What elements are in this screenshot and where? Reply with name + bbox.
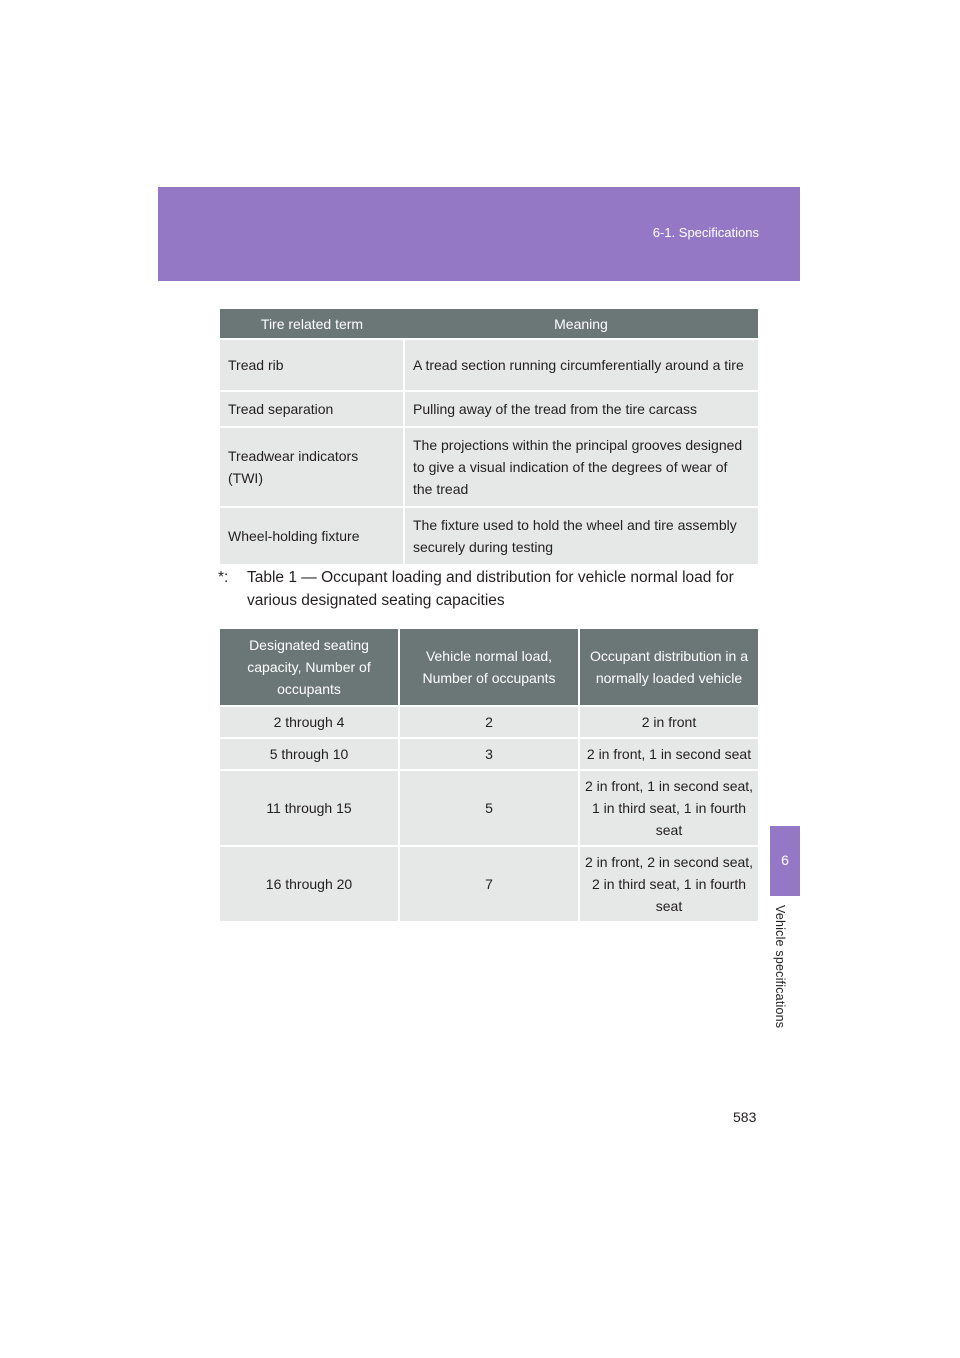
meaning-cell: Pulling away of the tread from the tire carcass (404, 391, 758, 427)
chapter-number: 6 (781, 852, 789, 868)
table-footnote (218, 566, 763, 612)
distribution-cell: 2 in front, 1 in second seat (579, 738, 758, 770)
chapter-label: Vehicle specifications (773, 905, 787, 1029)
header-band (158, 187, 800, 281)
column-header-normal-load: Vehicle normal load, Number of occupants (399, 629, 579, 706)
term-cell: Tread rib (220, 339, 404, 391)
table-header-row (220, 309, 758, 339)
capacity-cell: 5 through 10 (220, 738, 399, 770)
distribution-cell: 2 in front, 2 in second seat, 2 in third seat, 1 in fourth seat (579, 846, 758, 921)
column-header-distribution: Occupant distribution in a normally loaded vehicle (579, 629, 758, 706)
distribution-cell: 2 in front, 1 in second seat, 1 in third seat, 1 in fourth seat (579, 770, 758, 846)
table-row (220, 391, 758, 427)
table-row (220, 507, 758, 564)
normal-load-cell: 7 (399, 846, 579, 921)
table-row (220, 738, 758, 770)
table-row (220, 846, 758, 921)
chapter-tab[interactable] (770, 826, 800, 896)
footnote-mark: *: (218, 569, 229, 586)
meaning-cell: A tread section running circumferentially around a tire (404, 339, 758, 391)
column-header-meaning: Meaning (404, 309, 758, 339)
distribution-cell: 2 in front (579, 706, 758, 738)
meaning-cell: The fixture used to hold the wheel and tire assembly securely during testing (404, 507, 758, 564)
tire-terms-table (220, 309, 758, 564)
footnote-text: Table 1 — Occupant loading and distribution for vehicle normal load for various designated seating capacities (247, 569, 734, 609)
column-header-capacity: Designated seating capacity, Number of occupants (220, 629, 399, 706)
table-header-row (220, 629, 758, 706)
table-row (220, 770, 758, 846)
term-cell: Wheel-holding fixture (220, 507, 404, 564)
capacity-cell: 16 through 20 (220, 846, 399, 921)
table-row (220, 706, 758, 738)
table-row (220, 339, 758, 391)
page-number: 583 (733, 1109, 757, 1125)
seating-capacity-table (220, 629, 758, 921)
normal-load-cell: 3 (399, 738, 579, 770)
column-header-term: Tire related term (220, 309, 404, 339)
normal-load-cell: 5 (399, 770, 579, 846)
normal-load-cell: 2 (399, 706, 579, 738)
capacity-cell: 11 through 15 (220, 770, 399, 846)
section-title: 6-1. Specifications (652, 225, 759, 240)
table-row (220, 427, 758, 507)
term-cell: Tread separation (220, 391, 404, 427)
term-cell: Treadwear indicators (TWI) (220, 427, 404, 507)
meaning-cell: The projections within the principal grooves designed to give a visual indication of the degrees of wear of the tread (404, 427, 758, 507)
capacity-cell: 2 through 4 (220, 706, 399, 738)
